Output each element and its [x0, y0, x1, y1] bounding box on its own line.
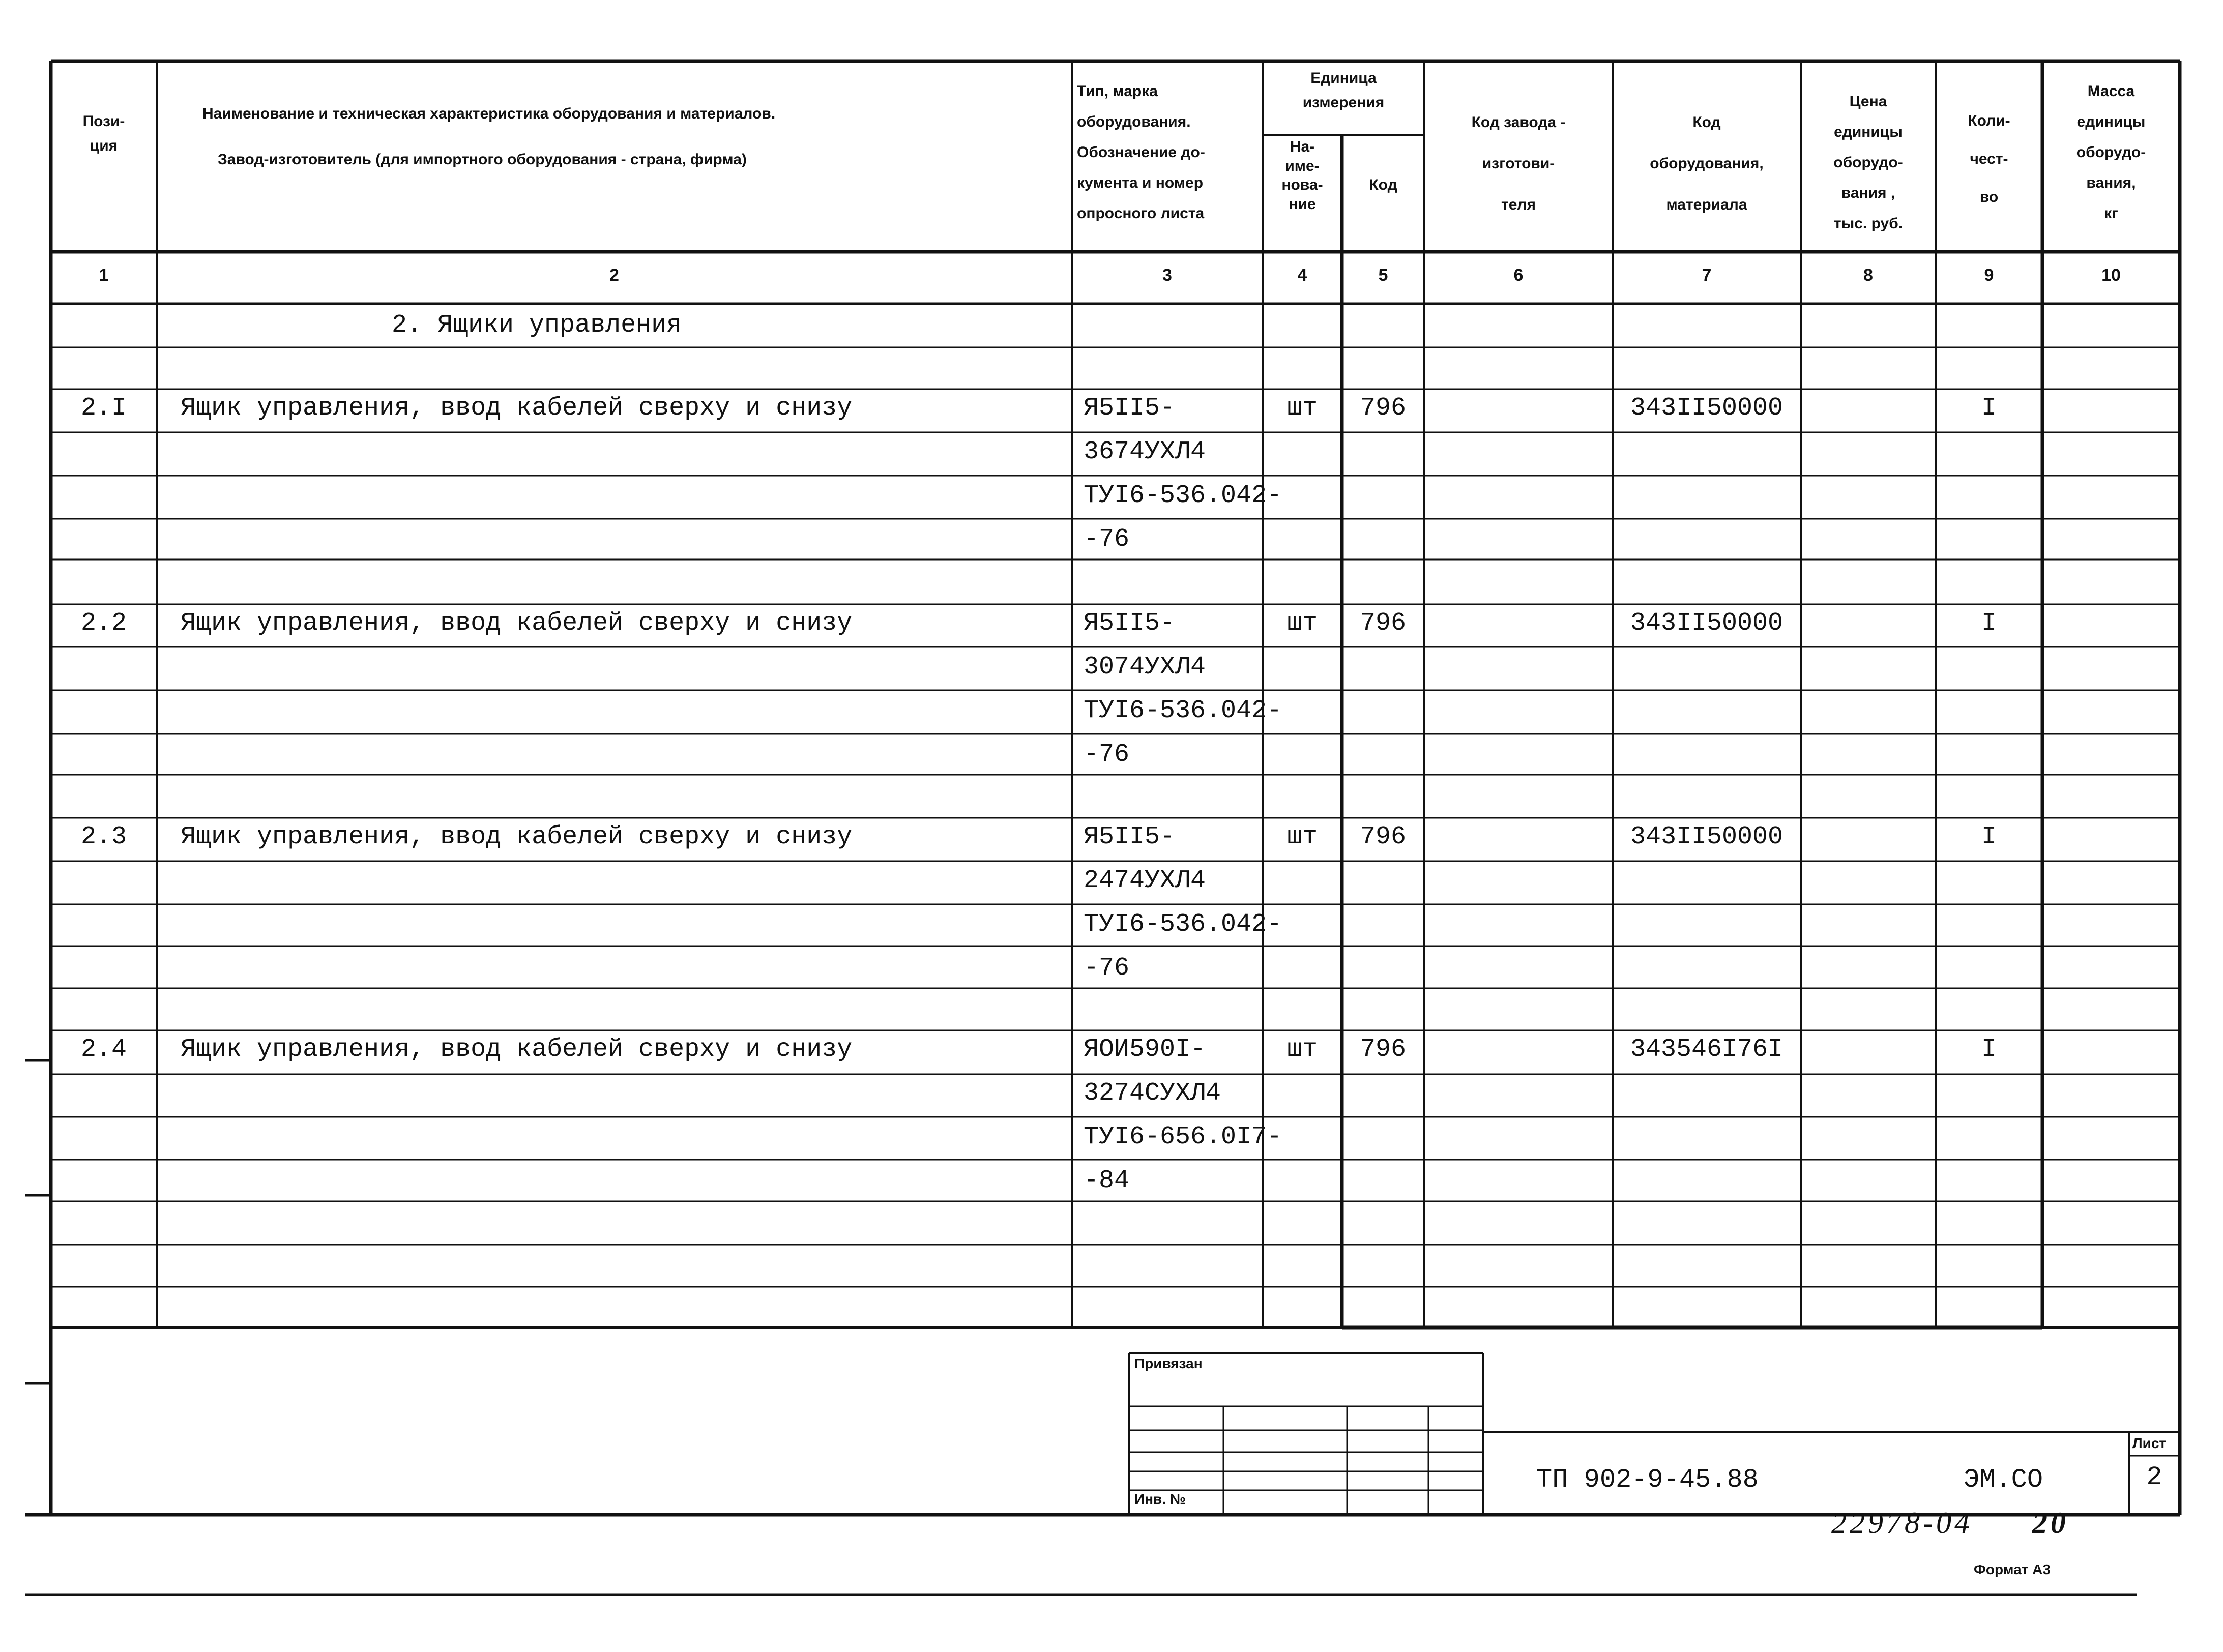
header-position: Пози- ция	[82, 113, 125, 154]
column-number-5: 5	[1378, 266, 1388, 285]
item-name: Ящик управления, ввод кабелей сверху и снизу	[181, 394, 853, 423]
item-unit-code: 796	[1360, 1035, 1406, 1064]
sheet-label: Лист	[2132, 1435, 2167, 1451]
column-number-7: 7	[1702, 266, 1712, 285]
item-type-line: 2474УХЛ4	[1084, 866, 1206, 895]
section-title: 2. Ящики управления	[392, 311, 682, 340]
item-unit-code: 796	[1360, 609, 1406, 638]
document-mark: ЭМ.СО	[1964, 1465, 2043, 1495]
sheet-number: 2	[2146, 1462, 2162, 1492]
item-unit: шт	[1286, 609, 1318, 638]
item-type-line: ТУI6-536.042-	[1084, 696, 1282, 725]
header-price: Цена единицы оборудо- вания , тыс. руб.	[1833, 93, 1903, 232]
item-name: Ящик управления, ввод кабелей сверху и снизу	[181, 822, 853, 851]
item-type-line: ТУI6-536.042-	[1084, 910, 1282, 939]
format-label: Формат А3	[1974, 1561, 2051, 1577]
handwritten-page: 20	[2032, 1506, 2069, 1540]
item-position: 2.2	[80, 609, 127, 638]
column-number-4: 4	[1297, 266, 1307, 285]
header-factory-code: Код завода - изготови- теля	[1471, 114, 1566, 213]
item-equipment-code: 343II50000	[1630, 394, 1783, 423]
header-type: Тип, марка оборудования. Обозначение до- кумента и номер опросного листа	[1077, 83, 1205, 222]
item-type-line: Я5II5-	[1084, 822, 1176, 851]
item-unit-code: 796	[1360, 822, 1406, 851]
header-name-line2: Завод-изготовитель (для импортного оборудования - страна, фирма)	[218, 151, 747, 168]
item-unit: шт	[1286, 1035, 1318, 1064]
item-type-line: 3274СУХЛ4	[1084, 1079, 1221, 1108]
item-unit-code: 796	[1360, 394, 1406, 423]
header-mass: Масса единицы оборудо- вания, кг	[2076, 83, 2146, 222]
item-type-line: Я5II5-	[1084, 609, 1176, 638]
item-quantity: I	[1981, 609, 1997, 638]
item-name: Ящик управления, ввод кабелей сверху и снизу	[181, 1035, 853, 1064]
handwritten-number: 22978-04	[1831, 1506, 1973, 1540]
item-position: 2.3	[80, 822, 127, 851]
header-unit-name: На- име- нова- ние	[1281, 138, 1323, 213]
item-quantity: I	[1981, 822, 1997, 851]
header-quantity: Коли- чест- во	[1968, 112, 2010, 205]
column-number-9: 9	[1984, 266, 1994, 285]
item-equipment-code: 343II50000	[1630, 609, 1783, 638]
item-type-line: -76	[1084, 740, 1130, 769]
item-unit: шт	[1286, 394, 1318, 423]
item-type-line: -84	[1084, 1166, 1130, 1195]
item-name: Ящик управления, ввод кабелей сверху и снизу	[181, 609, 853, 638]
column-number-10: 10	[2101, 266, 2121, 285]
header-name-line1: Наименование и техническая характеристика оборудования и материалов.	[202, 105, 776, 122]
header-equipment-code: Код оборудования, материала	[1650, 114, 1764, 213]
stamp-bound-label: Привязан	[1134, 1355, 1203, 1371]
item-quantity: I	[1981, 394, 1997, 423]
column-number-6: 6	[1513, 266, 1524, 285]
item-type-line: 3674УХЛ4	[1084, 437, 1206, 466]
item-equipment-code: 343II50000	[1630, 822, 1783, 851]
document-code: ТП 902-9-45.88	[1536, 1465, 1759, 1495]
item-type-line: ТУI6-536.042-	[1084, 481, 1282, 510]
item-unit: шт	[1286, 822, 1318, 851]
item-type-line: ТУI6-656.0I7-	[1084, 1123, 1282, 1152]
column-number-1: 1	[99, 266, 109, 285]
item-quantity: I	[1981, 1035, 1997, 1064]
item-type-line: -76	[1084, 954, 1130, 983]
header-unit-code: Код	[1369, 176, 1397, 193]
item-position: 2.4	[80, 1035, 127, 1064]
header-unit-group: Единица измерения	[1302, 70, 1385, 111]
item-type-line: 3074УХЛ4	[1084, 653, 1206, 682]
item-equipment-code: 343546I76I	[1630, 1035, 1783, 1064]
column-number-8: 8	[1863, 266, 1873, 285]
column-number-3: 3	[1162, 266, 1172, 285]
stamp-inventory-label: Инв. №	[1134, 1491, 1186, 1507]
item-type-line: ЯОИ590I-	[1084, 1035, 1206, 1064]
item-position: 2.I	[80, 394, 127, 423]
item-type-line: Я5II5-	[1084, 394, 1176, 423]
column-number-2: 2	[609, 266, 619, 285]
item-type-line: -76	[1084, 525, 1130, 554]
